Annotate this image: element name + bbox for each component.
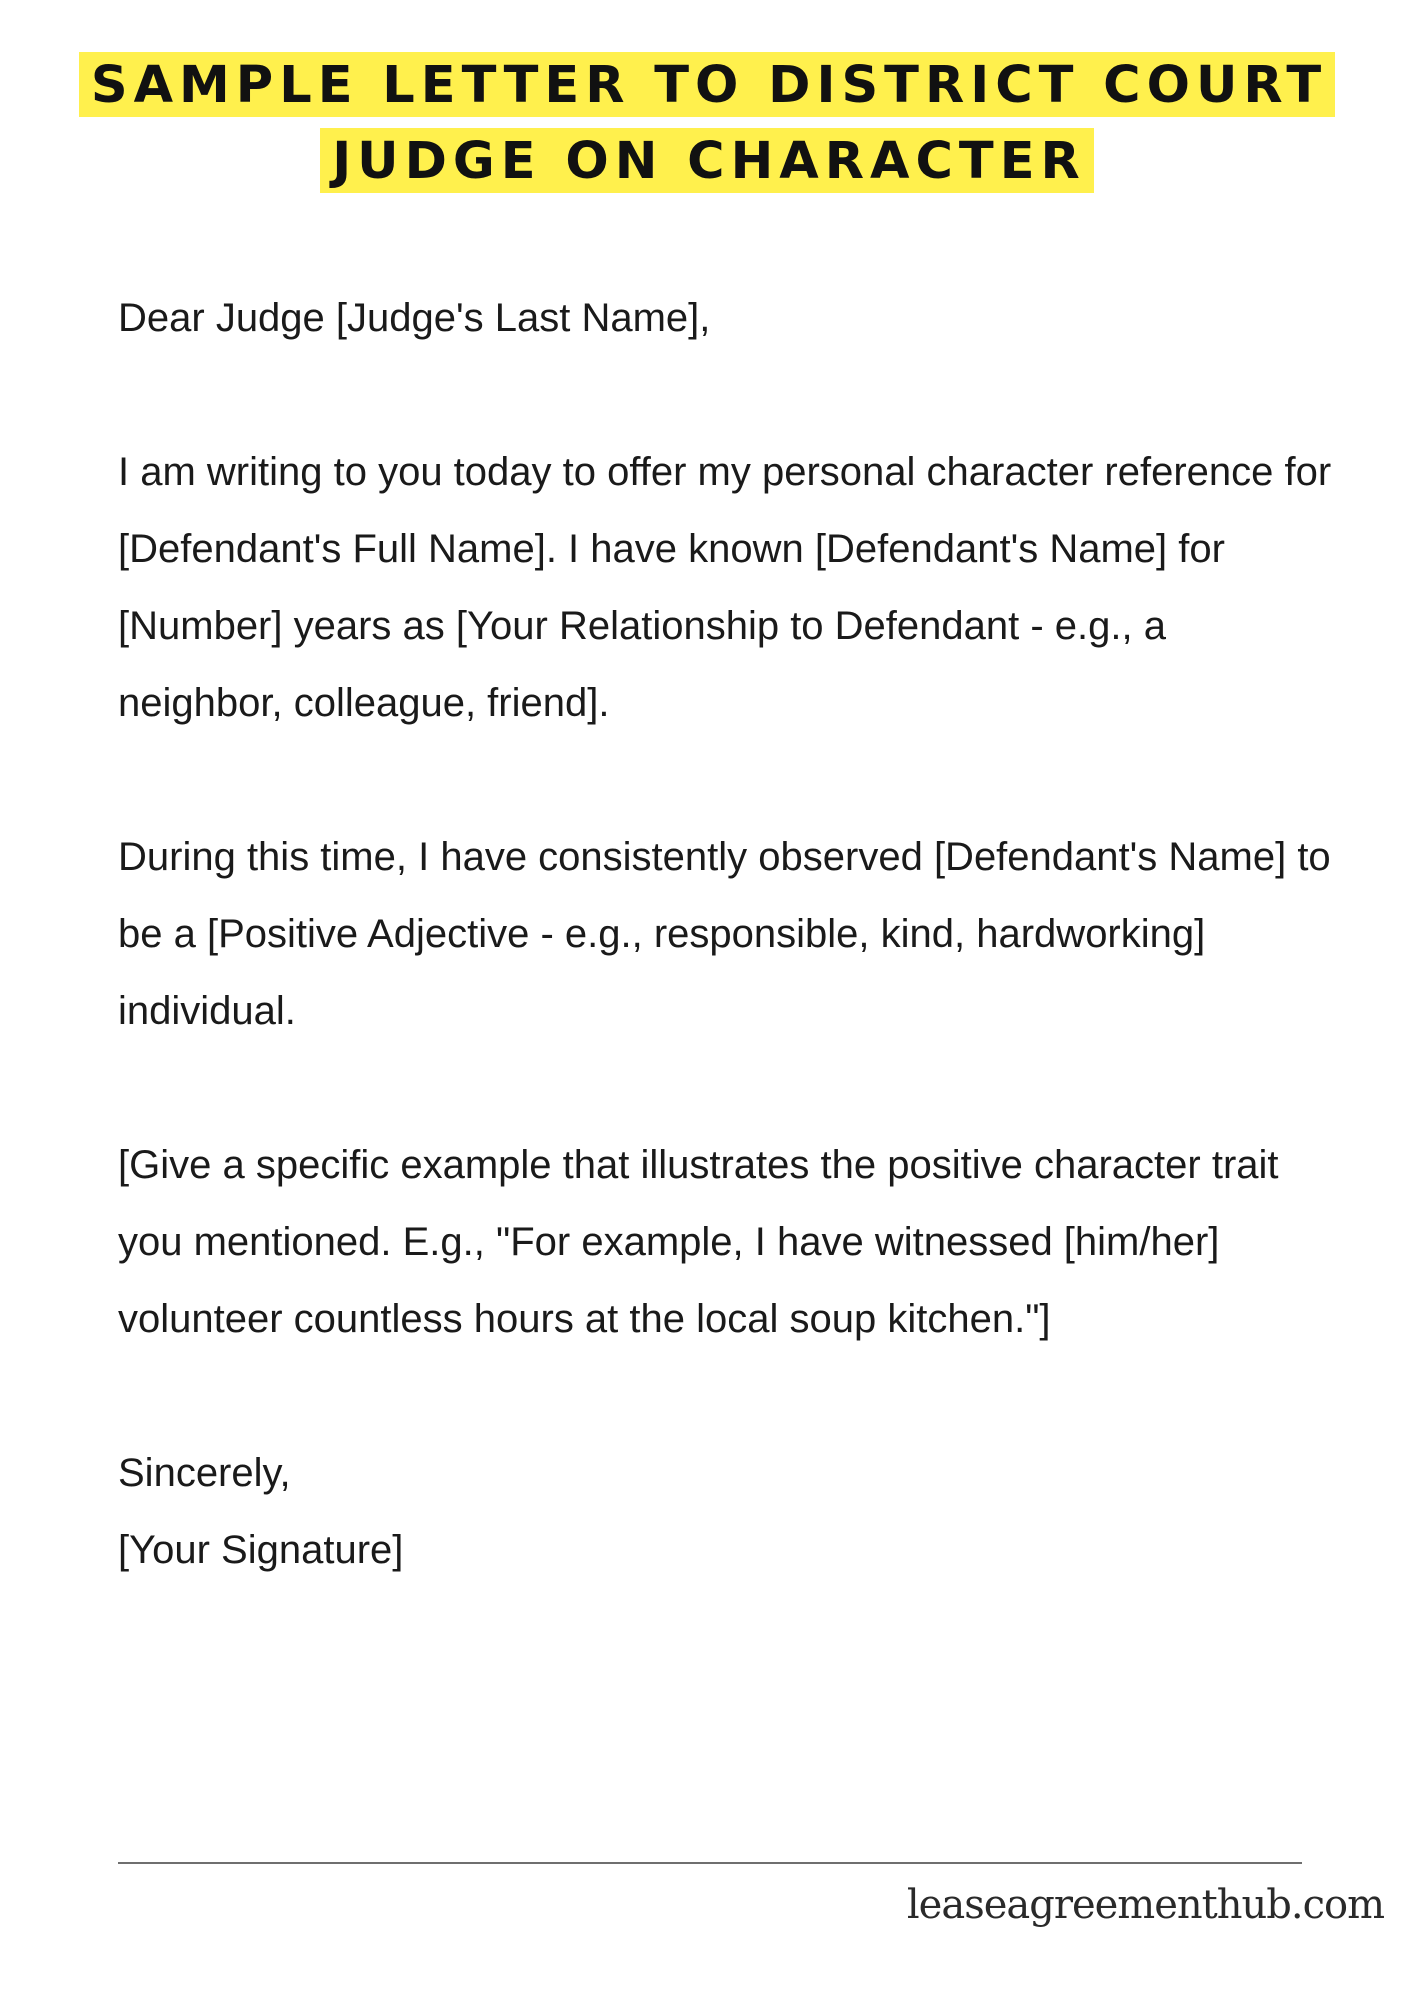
signature-placeholder: [Your Signature] (118, 1528, 404, 1572)
letter-body (118, 280, 1338, 1589)
footer-site-name: leaseagreementhub.com (906, 1882, 1384, 1928)
paragraph-introduction: I am writing to you today to offer my personal character reference for [Defendant's Full Name]. I have known [Defendant's Name] for [Number] years as [Your Relationship to Defendant - e.g., a neighbor, colleague, friend]. (118, 450, 1332, 725)
footer-divider (118, 1862, 1302, 1864)
title-line-1: SAMPLE LETTER TO DISTRICT COURT (79, 52, 1335, 117)
closing: Sincerely, (118, 1451, 291, 1495)
title-line-2: JUDGE ON CHARACTER (320, 128, 1094, 193)
paragraph-observation: During this time, I have consistently observed [Defendant's Name] to be a [Positive Adjective - e.g., responsible, kind, hardworking] individual. (118, 835, 1331, 1033)
salutation: Dear Judge [Judge's Last Name], (118, 296, 711, 340)
page-title (0, 48, 1414, 200)
paragraph-example: [Give a specific example that illustrates the positive character trait you mentioned. E.g., "For example, I have witnessed [him/her] volunteer countless hours at the local soup kitchen."] (118, 1143, 1279, 1341)
